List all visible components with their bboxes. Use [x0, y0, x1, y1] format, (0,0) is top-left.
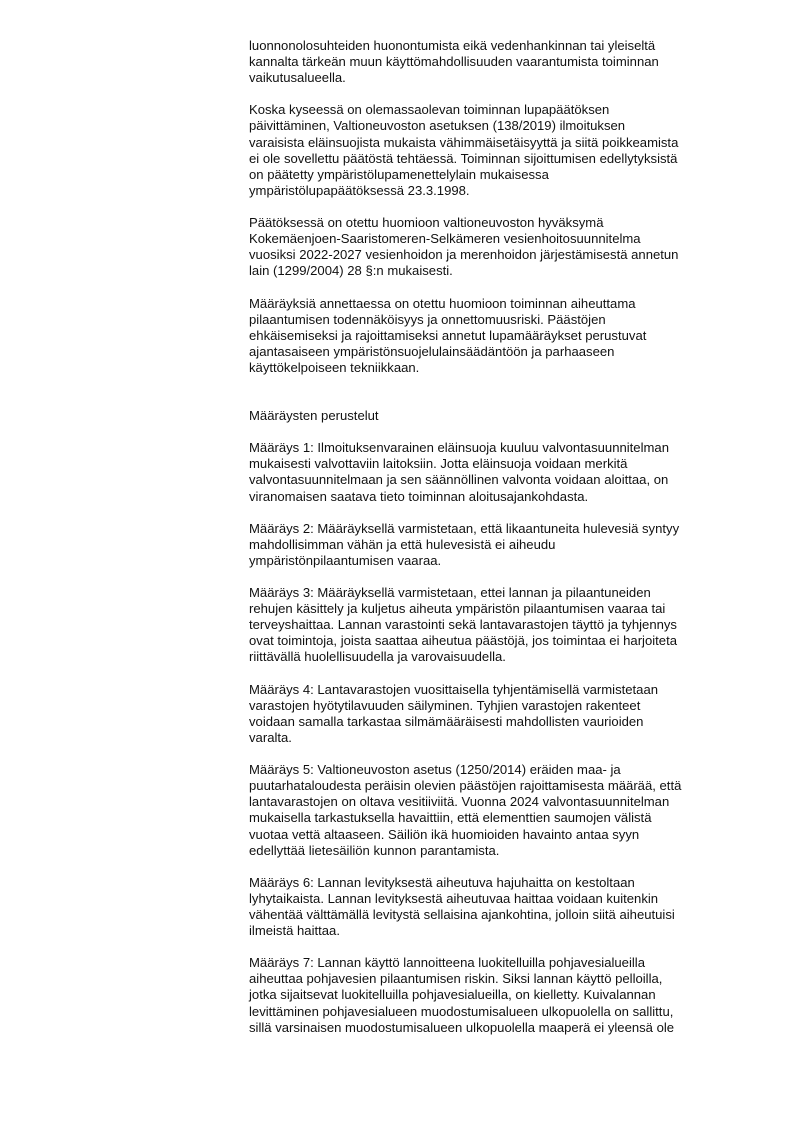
- text-line: vaikutusalueella.: [249, 70, 346, 86]
- text-line: lantavarastojen on oltava vesitiiviitä. Vuonna 2024 valvontasuunnitelman: [249, 794, 670, 810]
- text-line: vuosiksi 2022-2027 vesienhoidon ja merenhoidon järjestämisestä annetun: [249, 247, 679, 263]
- text-line: ei ole sovellettu päätöstä tehtäessä. Toiminnan sijoittumisen edellytyksistä: [249, 150, 678, 166]
- text-line: edellyttää lietesäiliön kunnon parantamista.: [249, 842, 500, 858]
- text-line: viranomaisen saatava tieto toiminnan aloitusajankohdasta.: [249, 488, 589, 504]
- paragraph-water-management: [249, 215, 739, 279]
- document-page: [249, 38, 739, 1052]
- text-line: mukaisesti valvottaviin laitoksiin. Jotta eläinsuoja voidaan merkitä: [249, 456, 628, 472]
- text-line: käyttökelpoiseen tekniikkaan.: [249, 359, 420, 375]
- text-line: Määräys 3: Määräyksellä varmistetaan, ettei lannan ja pilaantuneiden: [249, 585, 651, 601]
- text-line: vuotaa vettä altaaseen. Säiliön ikä huomioiden havainto antaa syyn: [249, 826, 640, 842]
- text-line: riittävällä huolellisuudella ja varovaisuudella.: [249, 649, 506, 665]
- intro-paragraph: [249, 38, 739, 86]
- text-line: Määräys 2: Määräyksellä varmistetaan, että likaantuneita hulevesiä syntyy: [249, 520, 680, 536]
- text-line: jotka sijaitsevat luokitelluilla pohjavesialueilla, on kielletty. Kuivalannan: [249, 987, 656, 1003]
- text-line: vähentää välttämällä levitystä sellaisina ajankohtina, jolloin siitä aiheutuisi: [249, 906, 675, 922]
- regulation-3-paragraph: [249, 585, 739, 665]
- text-line: puutarhataloudesta peräisin olevien päästöjen rajoittamisesta määrää, että: [249, 778, 682, 794]
- text-line: terveyshaittaa. Lannan varastointi sekä lantavarastojen täyttö ja tyhjennys: [249, 617, 677, 633]
- regulation-7-paragraph: [249, 955, 739, 1035]
- regulation-1-paragraph: [249, 440, 739, 504]
- text-line: varalta.: [249, 729, 292, 745]
- regulation-4-paragraph: [249, 682, 739, 746]
- text-line: sillä varsinaisen muodostumisalueen ulkopuolella maaperä ei yleensä ole: [249, 1019, 675, 1035]
- text-line: levittäminen pohjavesialueen muodostumisalueen ulkopuolella on sallittu,: [249, 1003, 674, 1019]
- text-line: ympäristölupapäätöksessä 23.3.1998.: [249, 182, 470, 198]
- text-line: Määräyksiä annettaessa on otettu huomioon toiminnan aiheuttama: [249, 295, 636, 311]
- text-line: aiheuttaa pohjavesien pilaantumisen riskin. Siksi lannan käyttö pelloilla,: [249, 971, 663, 987]
- text-line: ehkäisemiseksi ja rajoittamiseksi annetut lupamääräykset perustuvat: [249, 327, 647, 343]
- text-line: Määräys 1: Ilmoituksenvarainen eläinsuoja kuuluu valvontasuunnitelman: [249, 440, 669, 456]
- text-line: lyhytaikaista. Lannan levityksestä aiheutuvaa haittaa voidaan kuitenkin: [249, 890, 659, 906]
- text-line: varastojen hyötytilavuuden säilyminen. Tyhjien varastojen rakenteet: [249, 697, 641, 713]
- paragraph-location-justification: [249, 102, 739, 199]
- text-line: Määräys 4: Lantavarastojen vuosittaisella tyhjentämisellä varmistetaan: [249, 681, 659, 697]
- text-line: lain (1299/2004) 28 §:n mukaisesti.: [249, 263, 453, 279]
- text-line: ovat toimintoja, joista saattaa aiheutua päästöjä, jos toimintaa ei harjoiteta: [249, 633, 677, 649]
- text-line: Kokemäenjoen-Saaristomeren-Selkämeren vesienhoitosuunnitelma: [249, 231, 641, 247]
- text-line: Määräys 6: Lannan levityksestä aiheutuva hajuhaitta on kestoltaan: [249, 874, 635, 890]
- regulation-6-paragraph: [249, 875, 739, 939]
- text-line: mukaisella tarkastuksella havaittiin, että elementtien saumojen välistä: [249, 810, 652, 826]
- regulation-5-paragraph: [249, 762, 739, 859]
- text-line: ympäristönpilaantumisen vaaraa.: [249, 552, 442, 568]
- text-line: Määräys 7: Lannan käyttö lannoitteena luokitelluilla pohjavesialueilla: [249, 955, 645, 971]
- paragraph-risk-assessment: [249, 296, 739, 376]
- text-line: pilaantumisen todennäköisyys ja onnettomuusriski. Päästöjen: [249, 311, 606, 327]
- text-line: varaisista eläinsuojista mukaista vähimmäisetäisyyttä ja siitä poikkeamista: [249, 134, 679, 150]
- text-line: on päätetty ympäristölupamenettelylain mukaisessa: [249, 166, 549, 182]
- text-line: mahdollisimman vähän ja että hulevesistä ei aiheudu: [249, 536, 556, 552]
- text-line: rehujen käsittely ja kuljetus aiheuta ympäristön pilaantumisen vaaraa tai: [249, 601, 666, 617]
- text-line: ajantasaiseen ympäristönsuojelulainsäädäntöön ja parhaaseen: [249, 343, 615, 359]
- text-line: luonnonolosuhteiden huonontumista eikä vedenhankinnan tai yleiseltä: [249, 38, 656, 53]
- text-line: Päätöksessä on otettu huomioon valtioneuvoston hyväksymä: [249, 215, 604, 231]
- text-line: kannalta tärkeän muun käyttömahdollisuuden vaarantumista toiminnan: [249, 54, 659, 70]
- text-line: Koska kyseessä on olemassaolevan toiminnan lupapäätöksen: [249, 102, 610, 118]
- regulation-2-paragraph: [249, 521, 739, 569]
- text-line: päivittäminen, Valtioneuvoston asetuksen (138/2019) ilmoituksen: [249, 118, 626, 134]
- text-line: valvontasuunnitelmaan ja sen säännöllinen valvonta voidaan aloittaa, on: [249, 472, 669, 488]
- text-line: ilmeistä haittaa.: [249, 923, 340, 939]
- text-line: voidaan samalla tarkastaa silmämääräisesti mahdollisten vaurioiden: [249, 713, 644, 729]
- section-heading: Määräysten perustelut: [249, 408, 379, 424]
- text-line: Määräys 5: Valtioneuvoston asetus (1250/2014) eräiden maa- ja: [249, 762, 621, 778]
